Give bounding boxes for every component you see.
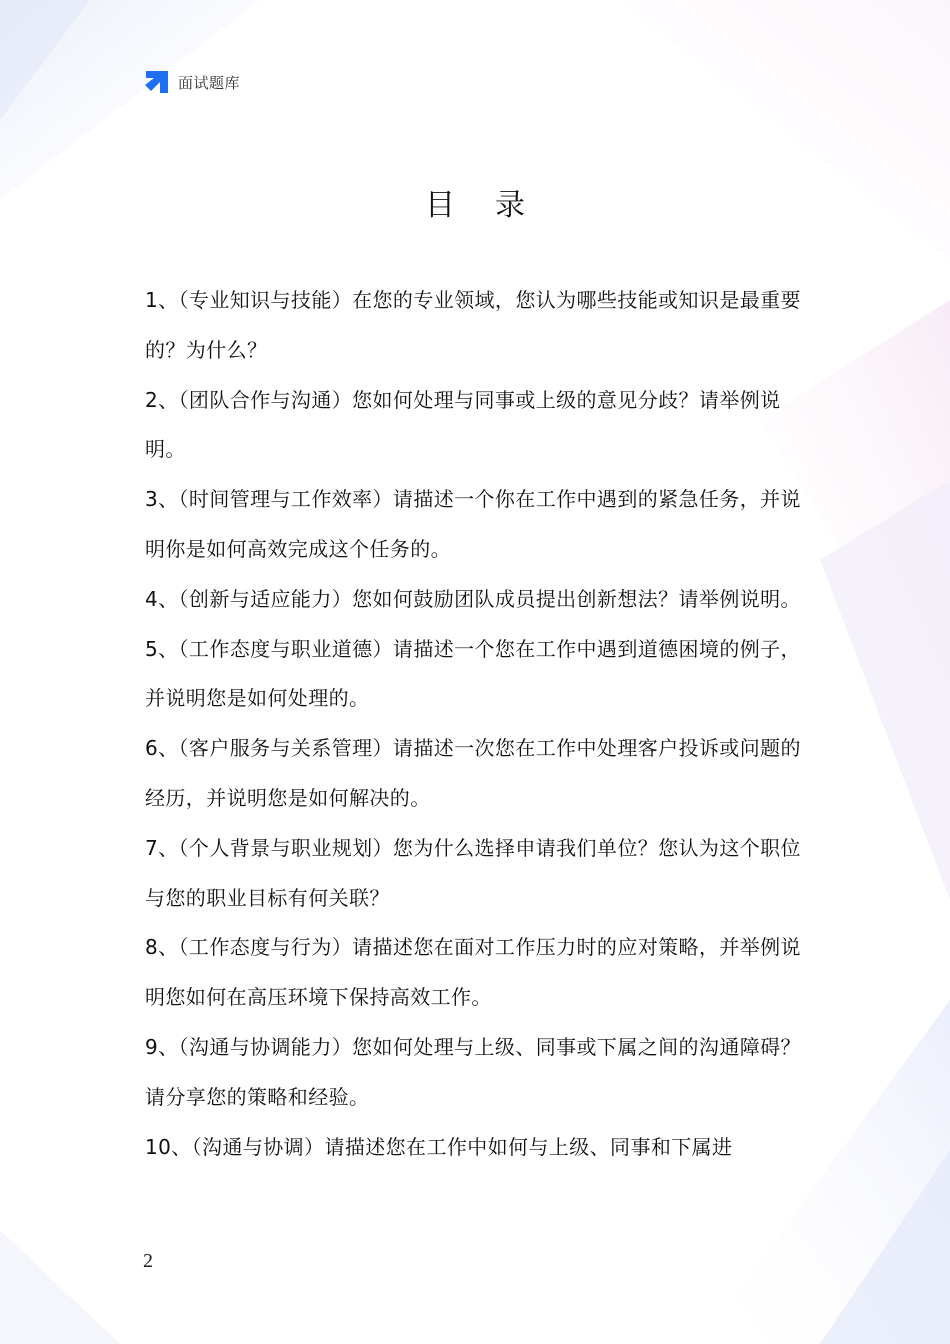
- toc-item: 3、（时间管理与工作效率）请描述一个你在工作中遇到的紧急任务，并说明你是如何高效完成这个任务的。: [145, 487, 801, 561]
- page-number: 2: [143, 1250, 153, 1272]
- toc-item: 8、（工作态度与行为）请描述您在面对工作压力时的应对策略，并举例说明您如何在高压环境下保持高效工作。: [145, 935, 801, 1010]
- toc-item: 2、（团队合作与沟通）您如何处理与同事或上级的意见分歧？请举例说明。: [145, 387, 781, 462]
- page-title: 目录: [425, 188, 565, 223]
- table-of-contents: [145, 276, 813, 1172]
- toc-item: 1、（专业知识与技能）在您的专业领域，您认为哪些技能或知识是最重要的？为什么？: [145, 288, 801, 362]
- header: [143, 68, 240, 96]
- toc-item: 6、（客户服务与关系管理）请描述一次您在工作中处理客户投诉或问题的经历，并说明您是如何解决的。: [145, 736, 801, 810]
- toc-item: 7、（个人背景与职业规划）您为什么选择申请我们单位？您认为这个职位与您的职业目标有何关联？: [145, 835, 801, 910]
- toc-item: 5、（工作态度与职业道德）请描述一个您在工作中遇到道德困境的例子，并说明您是如何处理的。: [145, 636, 801, 711]
- toc-item: 9、（沟通与协调能力）您如何处理与上级、同事或下属之间的沟通障碍？请分享您的策略和经验。: [145, 1034, 801, 1109]
- arrow-up-right-icon: [143, 68, 171, 96]
- brand-text: 面试题库: [178, 73, 241, 92]
- toc-item: 4、（创新与适应能力）您如何鼓励团队成员提出创新想法？请举例说明。: [145, 586, 801, 611]
- toc-item: 10、（沟通与协调）请描述您在工作中如何与上级、同事和下属进: [145, 1134, 733, 1159]
